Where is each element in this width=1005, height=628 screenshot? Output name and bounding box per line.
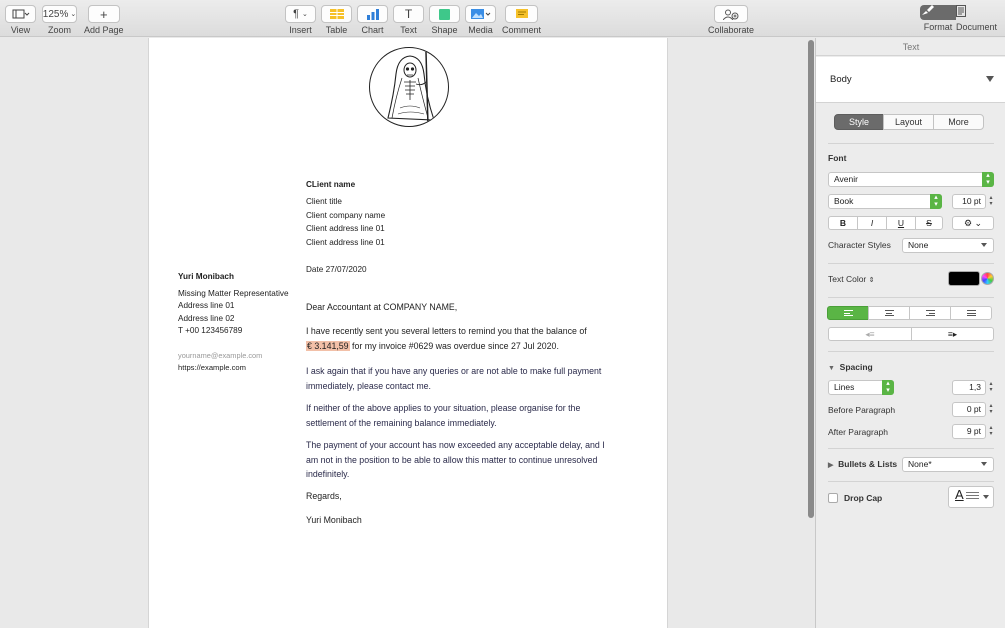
sender-line: Missing Matter Representative — [178, 289, 289, 298]
table-icon — [330, 9, 344, 19]
closing: Regards, — [306, 491, 342, 501]
insert-button[interactable] — [285, 5, 316, 23]
sender-line: T +00 123456789 — [178, 326, 243, 335]
document-icon — [956, 5, 966, 17]
align-left-button[interactable] — [827, 306, 869, 320]
add-page-label: Add Page — [84, 25, 124, 35]
tab-more[interactable]: More — [933, 114, 984, 130]
shape-button[interactable] — [429, 5, 460, 23]
bullets-value: None* — [908, 459, 932, 469]
bullets-label: Bullets & Lists — [838, 459, 898, 469]
decrease-indent-button[interactable] — [828, 327, 912, 341]
font-size-stepper[interactable]: ▴ ▾ — [989, 195, 993, 207]
table-control[interactable] — [321, 5, 352, 35]
before-paragraph-stepper[interactable]: ▴ ▾ — [989, 403, 993, 415]
character-styles-value: None — [908, 240, 929, 250]
gear-icon: ⚙ ⌄ — [963, 217, 983, 228]
spacing-label: Spacing — [839, 362, 873, 372]
comment-icon — [516, 9, 528, 20]
font-size-field[interactable]: 10 pt — [952, 194, 986, 209]
text-label: Text — [400, 25, 417, 35]
add-page-button[interactable] — [88, 5, 120, 23]
alignment-control — [828, 306, 992, 320]
text-icon: T — [404, 7, 413, 21]
text-control[interactable] — [393, 5, 424, 35]
view-icon — [12, 9, 30, 19]
sender-name: Yuri Monibach — [178, 272, 234, 281]
comment-control[interactable] — [502, 5, 541, 35]
bullets-select[interactable] — [902, 457, 994, 472]
after-paragraph-field[interactable]: 9 pt — [952, 424, 986, 439]
after-paragraph-stepper[interactable]: ▴ ▾ — [989, 425, 993, 437]
client-line: Client company name — [306, 211, 386, 220]
underline-button[interactable]: U — [886, 216, 916, 230]
strikethrough-button[interactable]: S — [915, 216, 943, 230]
drop-cap-style-select[interactable] — [948, 486, 994, 508]
media-label: Media — [468, 25, 493, 35]
character-styles-label: Character Styles — [828, 240, 891, 250]
zoom-value: 125% — [42, 8, 69, 20]
view-control[interactable] — [5, 5, 36, 35]
zoom-control[interactable] — [42, 5, 77, 35]
client-line: Client title — [306, 197, 342, 206]
table-label: Table — [325, 25, 348, 35]
drop-cap-label: Drop Cap — [844, 493, 883, 503]
client-line: Client address line 01 — [306, 238, 385, 247]
highlighted-amount: € 3.141,59 — [307, 340, 349, 351]
align-center-icon — [885, 310, 894, 316]
chevron-down-icon — [981, 243, 987, 247]
drop-cap-lines-icon — [966, 492, 979, 499]
inspector-tabs — [835, 114, 984, 130]
chevron-updown-icon: ▴ ▾ — [882, 380, 894, 395]
collaborate-icon — [723, 9, 739, 20]
chart-label: Chart — [361, 25, 384, 35]
font-family-value: Avenir — [834, 174, 858, 184]
text-color-label[interactable]: Text Color ⇕ — [828, 274, 875, 284]
inspector-switch — [920, 5, 998, 32]
view-button[interactable] — [5, 5, 36, 23]
chart-control[interactable] — [357, 5, 388, 35]
chart-icon — [366, 9, 380, 20]
shape-label: Shape — [431, 25, 458, 35]
paragraph-3: If neither of the above applies to your situation, please organise for the settlement of the remaining balance immediately. — [306, 403, 581, 428]
comment-button[interactable] — [505, 5, 538, 23]
spacing-mode-value: Lines — [834, 382, 855, 392]
before-paragraph-label: Before Paragraph — [828, 405, 896, 415]
text-options-button[interactable] — [952, 216, 994, 230]
sender-line: Address line 01 — [178, 301, 235, 310]
sender-url: https://example.com — [178, 363, 246, 372]
format-label: Format — [923, 22, 953, 32]
paintbrush-icon — [920, 5, 934, 16]
view-label: View — [10, 25, 31, 35]
sender-email: yourname@example.com — [178, 351, 263, 360]
after-paragraph-label: After Paragraph — [828, 427, 889, 437]
media-control[interactable] — [465, 5, 496, 35]
disclosure-down-icon: ▼ — [828, 365, 835, 372]
paragraph-style-value: Body — [830, 74, 852, 85]
shape-icon — [439, 9, 450, 20]
document-canvas[interactable] — [0, 38, 815, 628]
align-right-icon — [926, 310, 935, 316]
divider — [828, 351, 994, 352]
divider — [828, 448, 994, 449]
sender-line: Address line 02 — [178, 314, 235, 323]
zoom-label: Zoom — [47, 25, 71, 35]
spacing-section-toggle[interactable] — [828, 362, 873, 372]
insert-label: Insert — [289, 25, 312, 35]
chevron-updown-icon: ▴ ▾ — [982, 172, 994, 187]
document-button[interactable] — [956, 5, 992, 20]
paragraph-1-start: I have recently sent you several letters to remind you that the balance of — [306, 326, 587, 336]
chevron-down-icon — [981, 462, 987, 466]
grim-reaper-icon — [370, 48, 449, 127]
disclosure-right-icon: ▶ — [828, 462, 834, 469]
chevron-updown-icon: ▴ ▾ — [930, 194, 942, 209]
media-button[interactable] — [465, 5, 496, 23]
font-weight-select[interactable] — [828, 194, 942, 209]
color-wheel-icon[interactable] — [981, 272, 994, 285]
justify-button[interactable] — [950, 306, 992, 320]
drop-cap-preview: A — [955, 487, 964, 502]
paragraph-1-end: for my invoice #0629 was overdue since 27 Jul 2020. — [349, 340, 559, 351]
italic-button[interactable]: I — [857, 216, 887, 230]
salutation: Dear Accountant at COMPANY NAME, — [306, 302, 458, 312]
client-line: Client address line 01 — [306, 224, 385, 233]
triangle-down-icon — [986, 76, 994, 82]
insert-control[interactable] — [285, 5, 316, 35]
paragraph-1 — [306, 324, 616, 353]
plus-icon: + — [99, 6, 108, 22]
media-icon — [471, 9, 491, 19]
signature: Yuri Monibach — [306, 515, 362, 525]
chevron-down-icon: ⌄ — [302, 11, 308, 18]
collaborate-label: Collaborate — [708, 25, 755, 35]
bold-button[interactable]: B — [828, 216, 858, 230]
paragraph-2: I ask again that if you have any queries or are not able to make full payment immediately, please contact me. — [306, 366, 602, 391]
vertical-scrollbar[interactable] — [808, 40, 814, 518]
table-button[interactable] — [321, 5, 352, 23]
format-button[interactable] — [920, 5, 956, 20]
tab-style[interactable]: Style — [834, 114, 884, 130]
paragraph-4: The payment of your account has now exceeded any acceptable delay, and I am not in the position to be able to allow this matter to continue unresolved indefinitely. — [306, 440, 605, 479]
text-button[interactable] — [393, 5, 424, 23]
font-weight-value: Book — [834, 196, 854, 206]
align-left-icon — [844, 310, 853, 316]
chart-button[interactable] — [357, 5, 388, 23]
divider — [828, 143, 994, 144]
client-name: CLient name — [306, 180, 356, 189]
add-page-control[interactable] — [84, 5, 124, 35]
chevron-updown-icon: ⇕ — [868, 277, 875, 284]
drop-cap-checkbox[interactable] — [828, 493, 838, 503]
align-center-button[interactable] — [868, 306, 910, 320]
divider — [828, 297, 994, 298]
indent-icon: ≡▸ — [947, 328, 958, 339]
text-color-swatch[interactable] — [948, 271, 980, 286]
divider — [828, 263, 994, 264]
letter-date: Date 27/07/2020 — [306, 265, 367, 274]
align-right-button[interactable] — [909, 306, 951, 320]
spacing-mode-select[interactable] — [828, 380, 894, 395]
justify-icon — [967, 310, 976, 316]
inspector-title: Text — [816, 38, 1005, 56]
before-paragraph-field[interactable]: 0 pt — [952, 402, 986, 417]
paragraph-style-select[interactable] — [816, 57, 1005, 103]
chevron-down-icon — [983, 495, 989, 499]
chevron-down-icon: ⌄ — [70, 11, 77, 18]
document-page[interactable] — [148, 38, 668, 628]
zoom-select[interactable] — [42, 5, 77, 23]
tab-layout[interactable]: Layout — [883, 114, 934, 130]
comment-label: Comment — [502, 25, 542, 35]
line-spacing-stepper[interactable]: ▴ ▾ — [989, 381, 993, 393]
toolbar — [0, 0, 1005, 37]
divider — [828, 481, 994, 482]
increase-indent-button[interactable] — [911, 327, 994, 341]
collaborate-button[interactable] — [714, 5, 748, 23]
font-section-label: Font — [828, 153, 847, 163]
outdent-icon: ◂≡ — [865, 328, 875, 339]
grim-reaper-logo — [369, 47, 449, 127]
format-inspector — [815, 38, 1005, 628]
bullets-section-toggle[interactable] — [828, 459, 897, 469]
line-spacing-field[interactable]: 1,3 — [952, 380, 986, 395]
font-family-select[interactable] — [828, 172, 994, 187]
shape-control[interactable] — [429, 5, 460, 35]
pilcrow-icon: ¶ — [293, 8, 300, 20]
document-label: Document — [956, 22, 998, 32]
character-styles-select[interactable] — [902, 238, 994, 253]
collaborate-control[interactable] — [708, 5, 754, 35]
